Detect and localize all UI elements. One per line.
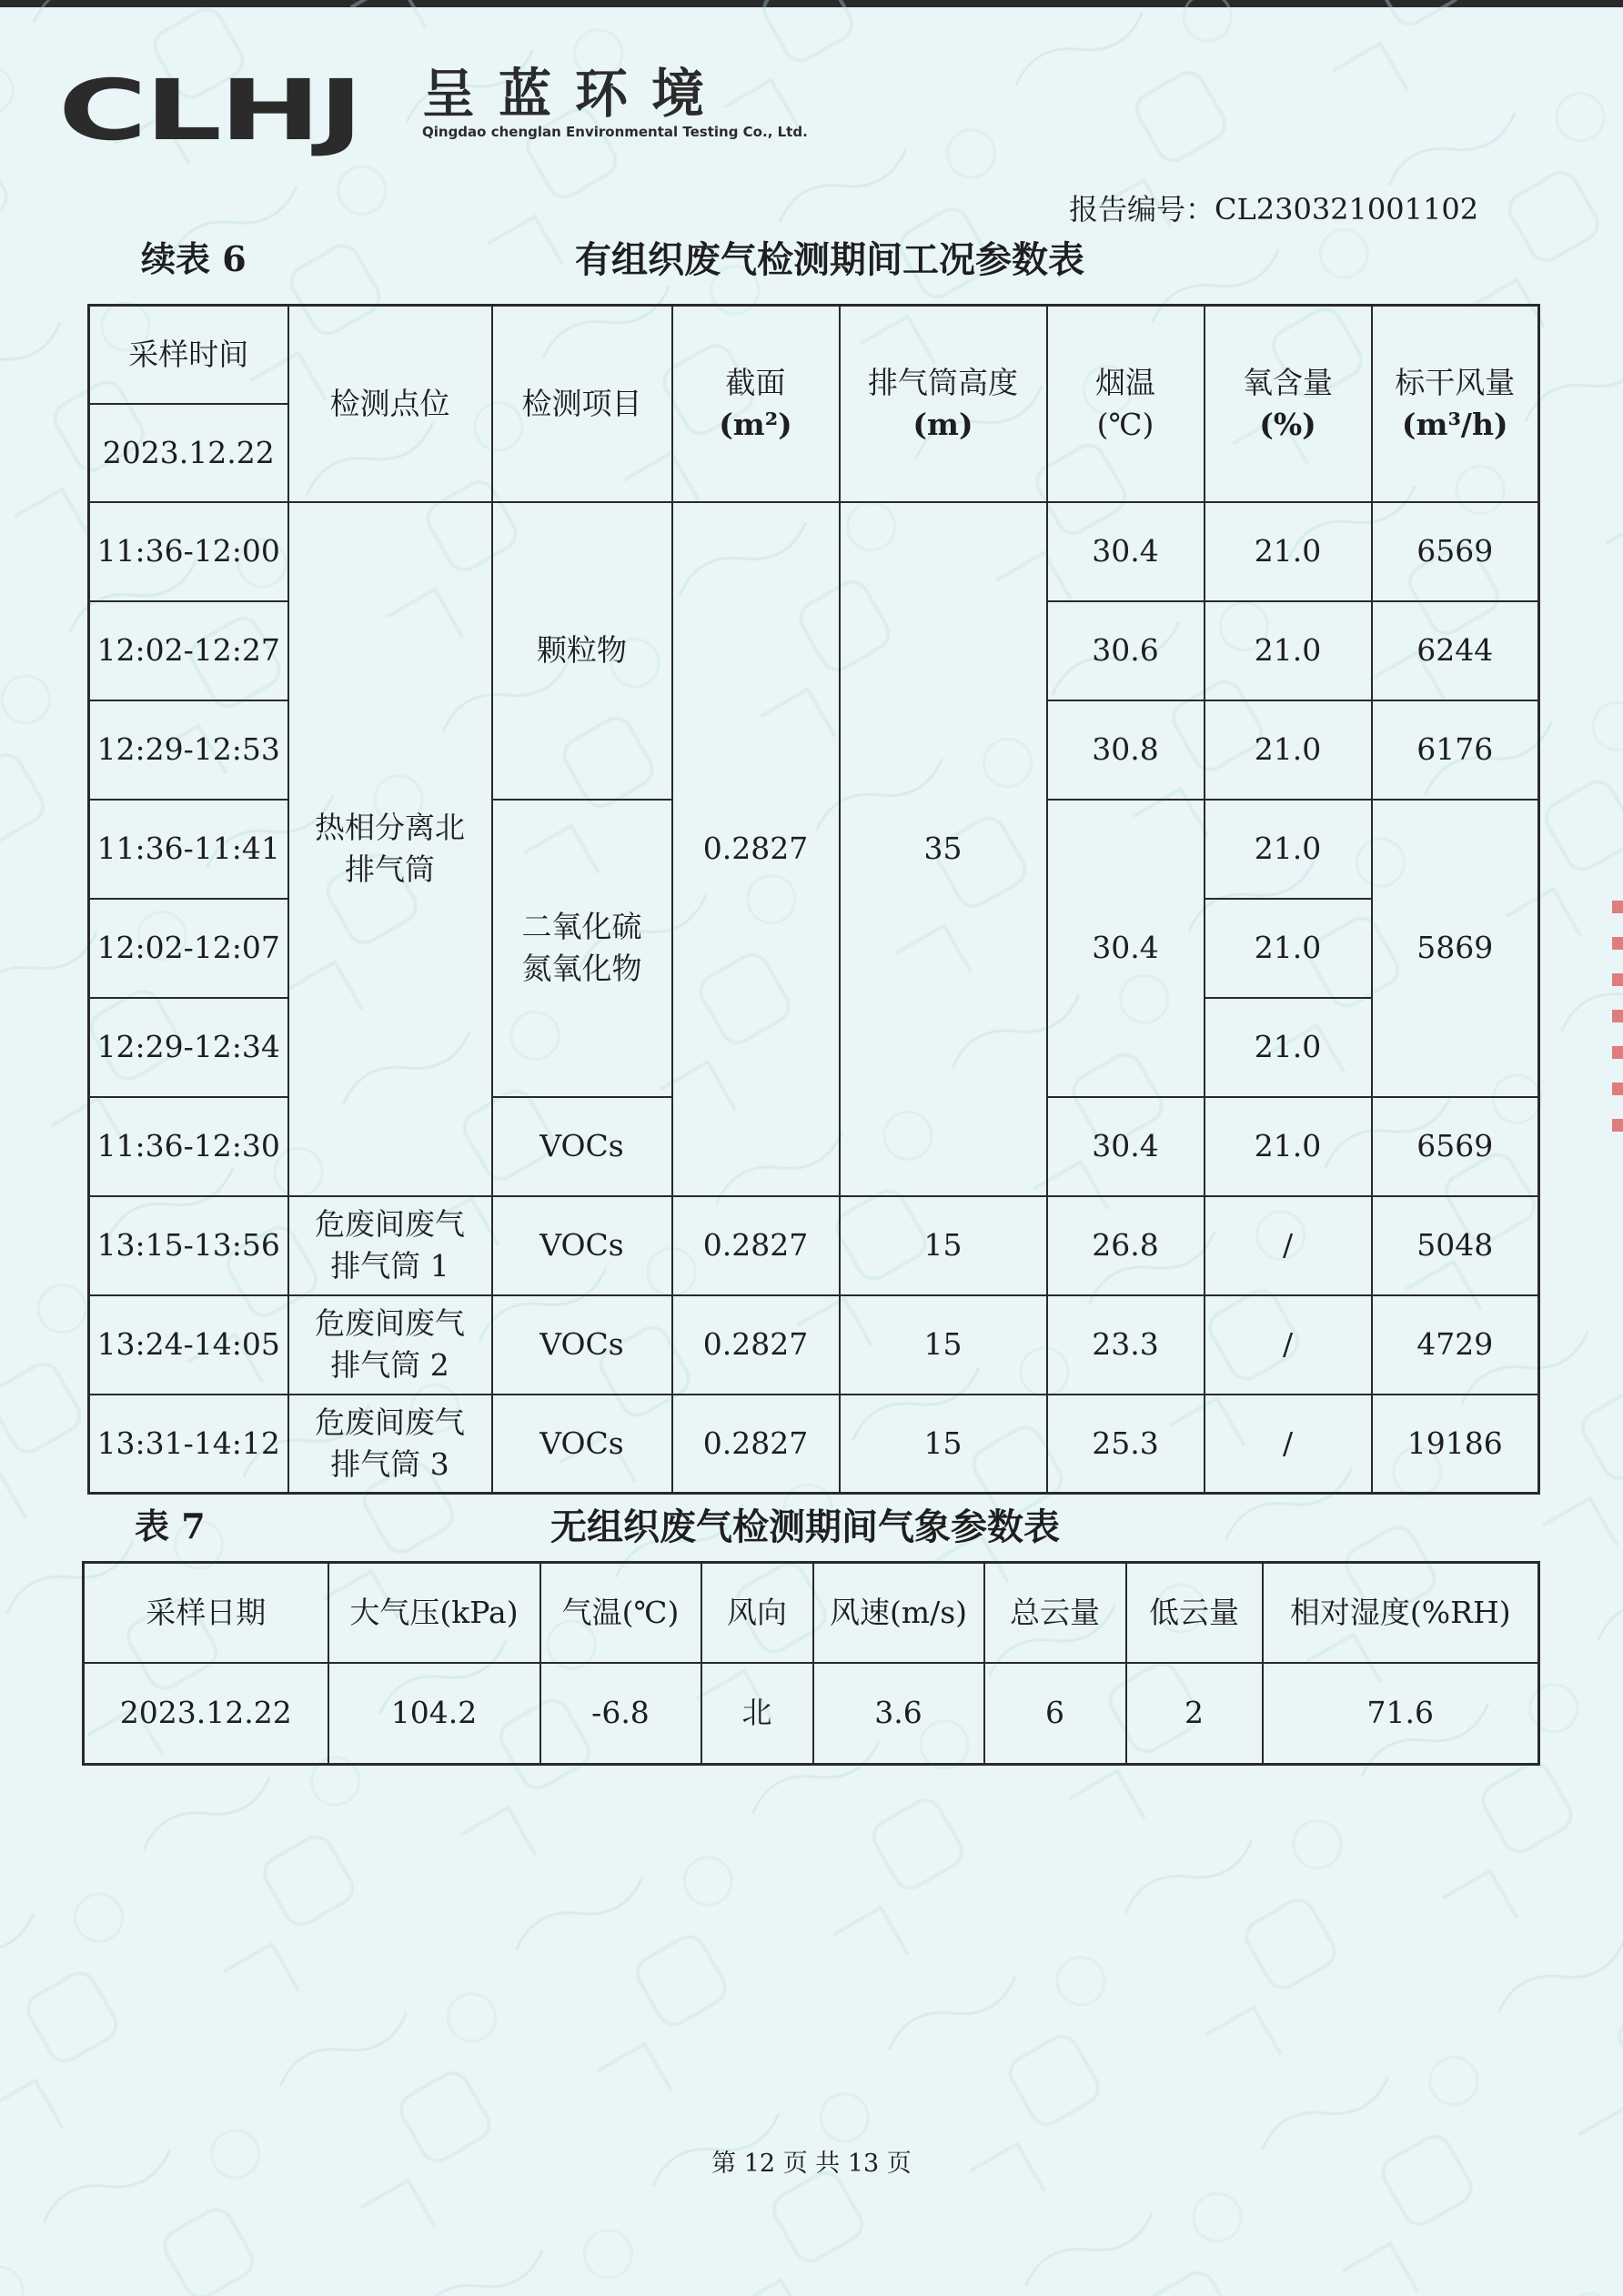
north-point-line1: 热相分离北	[315, 810, 465, 846]
table7-title: 无组织废气检测期间气象参数表	[550, 1505, 1060, 1548]
header-oxygen-unit: (%)	[1259, 406, 1316, 442]
table-cell-height: 15	[840, 1395, 1047, 1494]
table-cell-item: VOCs	[492, 1295, 672, 1395]
header-height	[840, 306, 1047, 502]
cell-wind-direction: 北	[701, 1663, 813, 1765]
table-cell-temp: 26.8	[1047, 1196, 1205, 1295]
header-section-label: 截面	[725, 365, 786, 401]
header-humidity: 相对湿度(%RH)	[1263, 1563, 1539, 1663]
table-cell-flow: 19186	[1372, 1395, 1539, 1494]
table-cell-oxygen: 21.0	[1205, 800, 1372, 899]
header-temp	[1047, 306, 1205, 502]
table-row-time: 12:29-12:34	[89, 998, 288, 1097]
table-cell-section: 0.2827	[672, 1295, 840, 1395]
north-stack-point	[288, 502, 492, 1196]
header-wind-speed: 风速(m/s)	[813, 1563, 984, 1663]
header-sampling-time: 采样时间	[89, 306, 288, 404]
header-date: 2023.12.22	[89, 404, 288, 502]
hazard-point-line1: 危废间废气	[315, 1206, 465, 1243]
header-wind-direction: 风向	[701, 1563, 813, 1663]
table-cell-oxygen: /	[1205, 1295, 1372, 1395]
table7-label: 表 7	[135, 1505, 206, 1546]
header-flow-unit: (m³/h)	[1401, 406, 1508, 442]
north-section: 0.2827	[672, 502, 840, 1196]
header-height-unit: (m)	[912, 406, 973, 442]
header-temp-label: 烟温	[1095, 365, 1155, 401]
header-air-temp: 气温(℃)	[540, 1563, 701, 1663]
table-row	[89, 1395, 1539, 1494]
table-row	[84, 1663, 1539, 1765]
table-cell-temp: 30.6	[1047, 601, 1205, 700]
header-section	[672, 306, 840, 502]
header-flow	[1372, 306, 1539, 502]
cell-wind-speed: 3.6	[813, 1663, 984, 1765]
cell-air-temp: -6.8	[540, 1663, 701, 1765]
header-total-cloud: 总云量	[984, 1563, 1126, 1663]
table-cell-section: 0.2827	[672, 1395, 840, 1494]
table-cell-temp: 23.3	[1047, 1295, 1205, 1395]
table-cell-temp: 25.3	[1047, 1395, 1205, 1494]
cell-date: 2023.12.22	[84, 1663, 328, 1765]
table-cell-oxygen: 21.0	[1205, 899, 1372, 998]
logo-mark: CLHJ	[58, 62, 361, 159]
hazard-point	[288, 1395, 492, 1494]
header-temp-unit: (℃)	[1096, 406, 1154, 442]
table-cell-oxygen: /	[1205, 1395, 1372, 1494]
table-row	[89, 1295, 1539, 1395]
table-cell-temp: 30.8	[1047, 700, 1205, 800]
cell-pressure: 104.2	[328, 1663, 540, 1765]
table-cell-height: 15	[840, 1196, 1047, 1295]
report-number: 报告编号：CL230321001102	[1069, 192, 1479, 227]
item-vocs: VOCs	[492, 1097, 672, 1196]
table-cell-oxygen: 21.0	[1205, 700, 1372, 800]
table-cell-height: 15	[840, 1295, 1047, 1395]
table-row-time: 12:29-12:53	[89, 700, 288, 800]
cell-low-cloud: 2	[1126, 1663, 1263, 1765]
cell-total-cloud: 6	[984, 1663, 1126, 1765]
page-number: 第 12 页 共 13 页	[711, 2150, 912, 2178]
header-sampling-date: 采样日期	[84, 1563, 328, 1663]
table-cell-temp: 30.4	[1047, 502, 1205, 601]
table-row-time: 11:36-11:41	[89, 800, 288, 899]
weather-parameters-table	[82, 1561, 1540, 1766]
table-row-time: 12:02-12:27	[89, 601, 288, 700]
header-low-cloud: 低云量	[1126, 1563, 1263, 1663]
table-cell-flow: 6569	[1372, 502, 1539, 601]
table-cell-item: VOCs	[492, 1395, 672, 1494]
table-row-time: 13:24-14:05	[89, 1295, 288, 1395]
hazard-point-line2: 排气筒 2	[330, 1347, 449, 1383]
cell-humidity: 71.6	[1263, 1663, 1539, 1765]
item-gas-line1: 二氧化硫	[521, 909, 642, 945]
table-cell-oxygen: 21.0	[1205, 998, 1372, 1097]
header-flow-label: 标干风量	[1395, 365, 1516, 401]
header-height-label: 排气筒高度	[868, 365, 1018, 401]
hazard-point-line1: 危废间废气	[315, 1305, 465, 1342]
table-row-time: 13:15-13:56	[89, 1196, 288, 1295]
logo-english-name: Qingdao chenglan Environmental Testing Co., Ltd.	[422, 124, 808, 140]
table-row-time: 11:36-12:00	[89, 502, 288, 601]
header-pressure: 大气压(kPa)	[328, 1563, 540, 1663]
hazard-point-line2: 排气筒 1	[330, 1248, 449, 1284]
header-oxygen	[1205, 306, 1372, 502]
table-row	[89, 1196, 1539, 1295]
north-point-line2: 排气筒	[345, 851, 435, 887]
item-so2-nox	[492, 800, 672, 1097]
header-section-unit: (m²)	[719, 406, 792, 442]
table-cell-oxygen: /	[1205, 1196, 1372, 1295]
hazard-point	[288, 1295, 492, 1395]
table-cell-oxygen: 21.0	[1205, 601, 1372, 700]
table-cell-temp: 30.4	[1047, 1097, 1205, 1196]
header-item: 检测项目	[492, 306, 672, 502]
gas-temp: 30.4	[1047, 800, 1205, 1097]
north-height: 35	[840, 502, 1047, 1196]
table-cell-item: VOCs	[492, 1196, 672, 1295]
table-cell-oxygen: 21.0	[1205, 1097, 1372, 1196]
table-cell-section: 0.2827	[672, 1196, 840, 1295]
table-cell-flow: 6569	[1372, 1097, 1539, 1196]
table-cell-flow: 5048	[1372, 1196, 1539, 1295]
hazard-point	[288, 1196, 492, 1295]
table-row-time: 13:31-14:12	[89, 1395, 288, 1494]
company-logo	[58, 62, 808, 159]
table-row-time: 11:36-12:30	[89, 1097, 288, 1196]
table6-label: 续表 6	[141, 238, 247, 279]
hazard-point-line2: 排气筒 3	[330, 1445, 449, 1482]
hazard-point-line1: 危废间废气	[315, 1405, 465, 1441]
table-cell-flow: 4729	[1372, 1295, 1539, 1395]
seal-stamp-edge	[1612, 901, 1623, 1137]
top-edge-bar	[0, 0, 1623, 7]
table-cell-flow: 6244	[1372, 601, 1539, 700]
table-cell-flow: 6176	[1372, 700, 1539, 800]
header-oxygen-label: 氧含量	[1243, 365, 1333, 401]
gas-flow: 5869	[1372, 800, 1539, 1097]
operating-conditions-table	[87, 304, 1540, 1495]
header-point: 检测点位	[288, 306, 492, 502]
table-cell-oxygen: 21.0	[1205, 502, 1372, 601]
table-row-time: 12:02-12:07	[89, 899, 288, 998]
table6-title: 有组织废气检测期间工况参数表	[575, 238, 1084, 281]
item-gas-line2: 氮氧化物	[521, 951, 642, 986]
item-particulate: 颗粒物	[492, 502, 672, 800]
logo-chinese-name: 呈蓝环境	[422, 63, 729, 125]
